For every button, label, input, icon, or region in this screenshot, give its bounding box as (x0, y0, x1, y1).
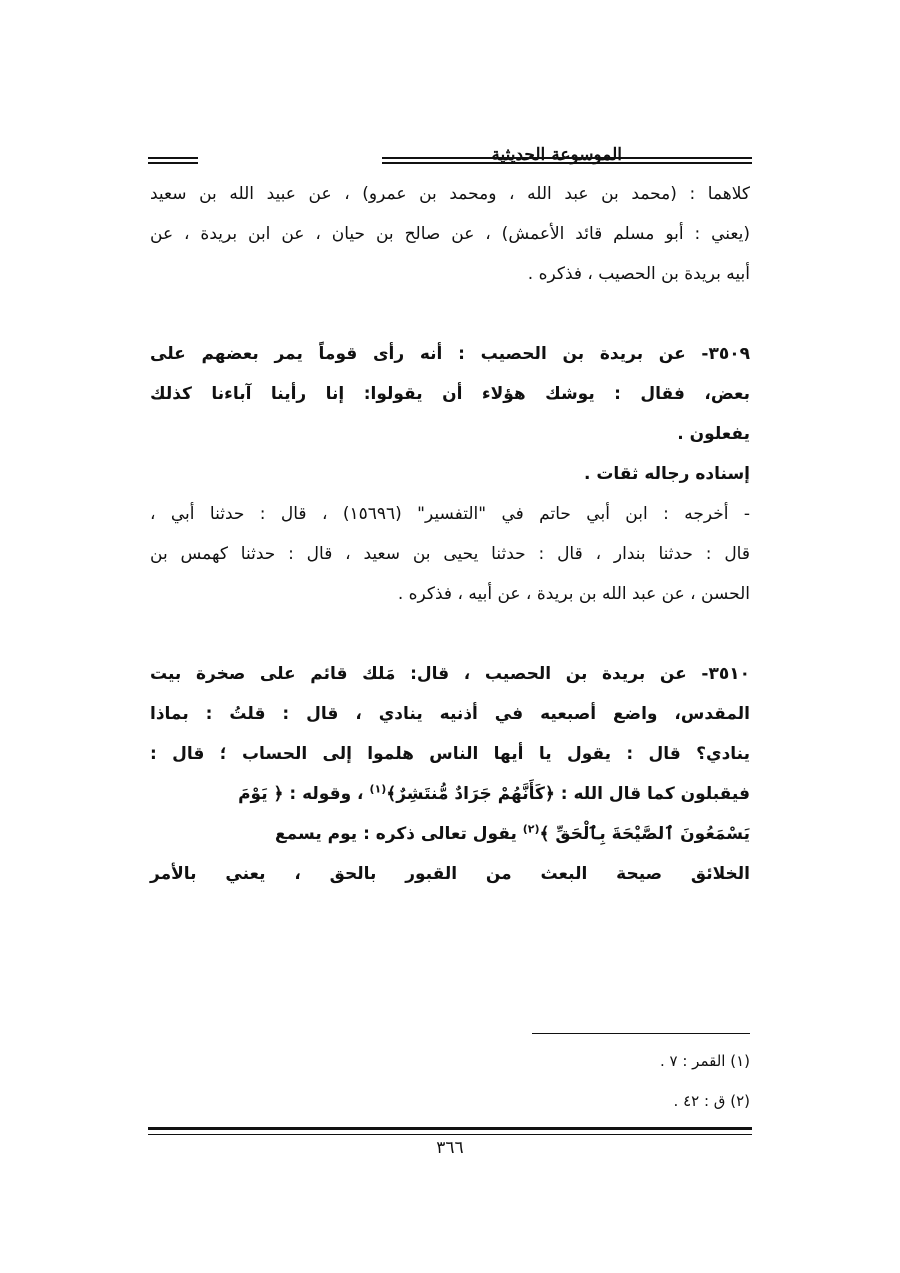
hadith-3510-line-3: ينادي؟ قال : يقول يا أيها الناس هلموا إلى الحساب ؛ قال : (150, 744, 750, 764)
footnote-ref-2: (٢) (522, 822, 540, 836)
intro-line-3: أبيه بريدة بن الحصيب ، فذكره . (527, 264, 750, 284)
hadith-3510-line-5 (150, 820, 750, 848)
quran-verse-1: فيقبلون كما قال الله : ﴿كَأَنَّهُمْ جَرَادٌ مُّنتَشِرٌ﴾ (386, 784, 750, 804)
hadith-3510-line-5-rest: يقول تعالى ذكره : يوم يسمع (275, 824, 523, 844)
hadith-3510-line-4 (150, 780, 750, 808)
hadith-3510-line-2: المقدس، واضع أصبعيه في أذنيه ينادي ، قال : قلتُ : بماذا (150, 704, 750, 724)
hadith-3509-takhrij-1: - أخرجه : ابن أبي حاتم في "التفسير" (١٥٦٩٦) ، قال : حدثنا أبي ، (150, 504, 750, 524)
header-rule-left (148, 157, 198, 164)
quran-verse-2: يَسْمَعُونَ ٱلصَّيْحَةَ بِٱلْحَقِّ ﴾ (539, 824, 750, 844)
intro-line-2: (يعني : أبو مسلم قائد الأعمش) ، عن صالح بن حيان ، عن ابن بريدة ، عن (150, 224, 750, 244)
header-rule-right (382, 157, 752, 164)
hadith-3510-line-6: الخلائق صيحة البعث من القبور بالحق ، يعني بالأمر (150, 864, 750, 884)
page-number: ٣٦٦ (436, 1138, 464, 1158)
hadith-3509-line-3: يفعلون . (677, 424, 750, 444)
header-title: الموسوعة الحديثية (491, 145, 622, 165)
footnote-ref-1: (١) (369, 782, 387, 796)
footnote-separator (532, 1033, 750, 1034)
hadith-3509-takhrij-2: قال : حدثنا بندار ، قال : حدثنا يحيى بن سعيد ، قال : حدثنا كهمس بن (150, 544, 750, 564)
hadith-3509-line-2: بعض، فقال : يوشك هؤلاء أن يقولوا: إنا رأينا آباءنا كذلك (150, 384, 750, 404)
hadith-3510-line-4-rest: ، وقوله : ﴿ يَوْمَ (238, 784, 370, 804)
hadith-3509-line-1: ٣٥٠٩- عن بريدة بن الحصيب : أنه رأى قوماً يمر بعضهم على (150, 344, 750, 364)
page-header (148, 143, 752, 169)
hadith-3510-line-1: ٣٥١٠- عن بريدة بن الحصيب ، قال: مَلك قائم على صخرة بيت (150, 664, 750, 684)
intro-line-1: كلاهما : (محمد بن عبد الله ، ومحمد بن عمرو) ، عن عبيد الله بن سعيد (150, 184, 750, 204)
footnote-2: (٢) ق : ٤٢ . (673, 1092, 750, 1110)
hadith-3509-takhrij-3: الحسن ، عن عبد الله بن بريدة ، عن أبيه ، فذكره . (397, 584, 750, 604)
hadith-3509-isnad: إسناده رجاله ثقات . (583, 464, 750, 484)
footnote-1: (١) القمر : ٧ . (659, 1052, 750, 1070)
footer-rule (148, 1127, 752, 1135)
